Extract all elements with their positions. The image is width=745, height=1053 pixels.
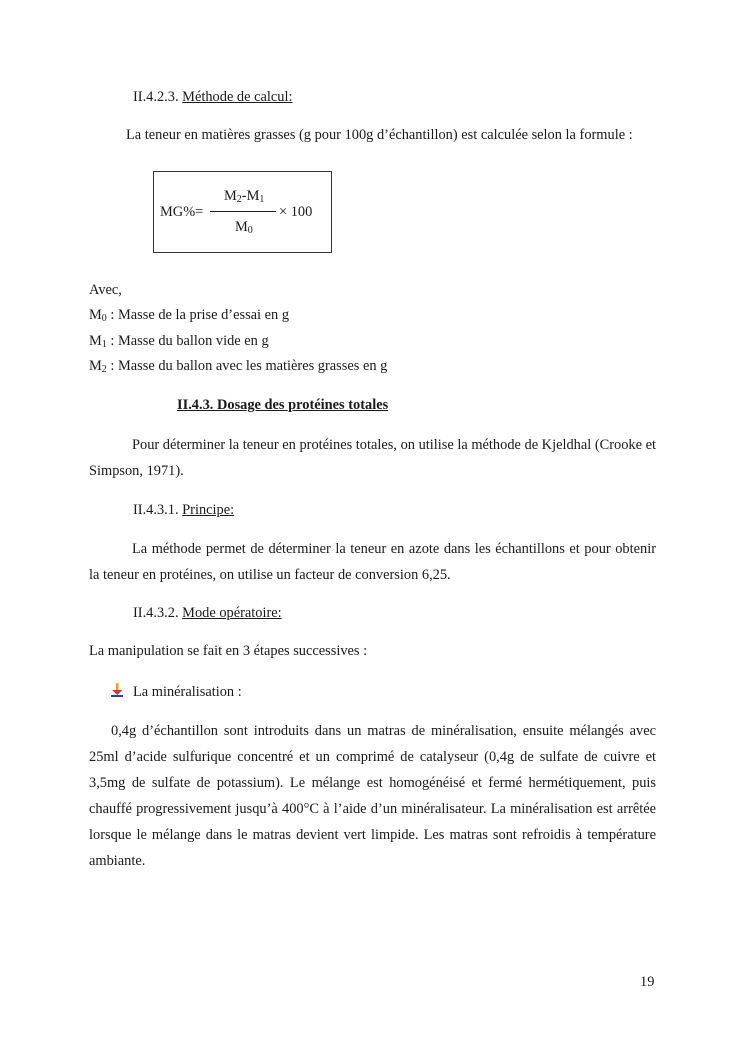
section-2431-title: Principe:: [182, 502, 235, 518]
section-2432-heading: [133, 605, 282, 622]
formula-lhs: MG%=: [160, 204, 204, 220]
definition-m2: $M_2$ : Masse du ballon avec les matières grasses en g: [89, 358, 388, 375]
bullet-arrow-icon: [110, 683, 124, 697]
fraction-line: [210, 211, 276, 212]
formula-numerator: $M_2-M_1$: [224, 188, 265, 205]
section-2432-title: Mode opératoire:: [182, 605, 282, 621]
section-243-heading: II.4.3. Dosage des protéines totales: [177, 397, 389, 413]
formula-times: × 100: [279, 204, 313, 220]
definitions-avec: Avec,: [89, 282, 122, 298]
section-2423-heading: [133, 89, 292, 106]
page-number: 19: [640, 974, 655, 990]
definition-m1: $M_1$ : Masse du ballon vide en g: [89, 333, 269, 350]
formula-intro: La teneur en matières grasses (g pour 100g d’échantillon) est calculée selon la formule :: [126, 127, 633, 143]
formula-denominator: $M_0$: [235, 219, 253, 236]
paragraph-mineralisation: 0,4g d’échantillon sont introduits dans un matras de minéralisation, ensuite mélangés avec 25ml d’acide sulfurique concentré et un comprimé de catalyseur (0,4g de sulfate de cuivre et 3,5mg de sulfate de potassium). Le mélange est homogénéisé et fermé hermétiquement, puis chauffé progressivement jusqu’à 400°C à l’aide d’un minéralisateur. La minéralisation est arrêtée lorsque le mélange dans le matras devient vert limpide. Les matras sont refroidis à température ambiante.: [89, 723, 656, 869]
definition-m0: $M_0$ : Masse de la prise d’essai en g: [89, 307, 290, 324]
section-2423-number: II.4.2.3.: [133, 89, 179, 105]
paragraph-kjeldhal: Pour déterminer la teneur en protéines totales, on utilise la méthode de Kjeldhal (Crooke et Simpson, 1971).: [89, 437, 656, 479]
section-2423-title: Méthode de calcul:: [182, 89, 293, 105]
steps-intro: La manipulation se fait en 3 étapes successives :: [89, 643, 368, 659]
section-2432-number: II.4.3.2.: [133, 605, 179, 621]
paragraph-principe: La méthode permet de déterminer la teneur en azote dans les échantillons et pour obtenir la teneur en protéines, on utilise un facteur de conversion 6,25.: [89, 541, 656, 583]
section-2431-heading: [133, 502, 234, 519]
bullet-mineralisation: La minéralisation :: [133, 684, 242, 700]
section-2431-number: II.4.3.1.: [133, 502, 179, 518]
